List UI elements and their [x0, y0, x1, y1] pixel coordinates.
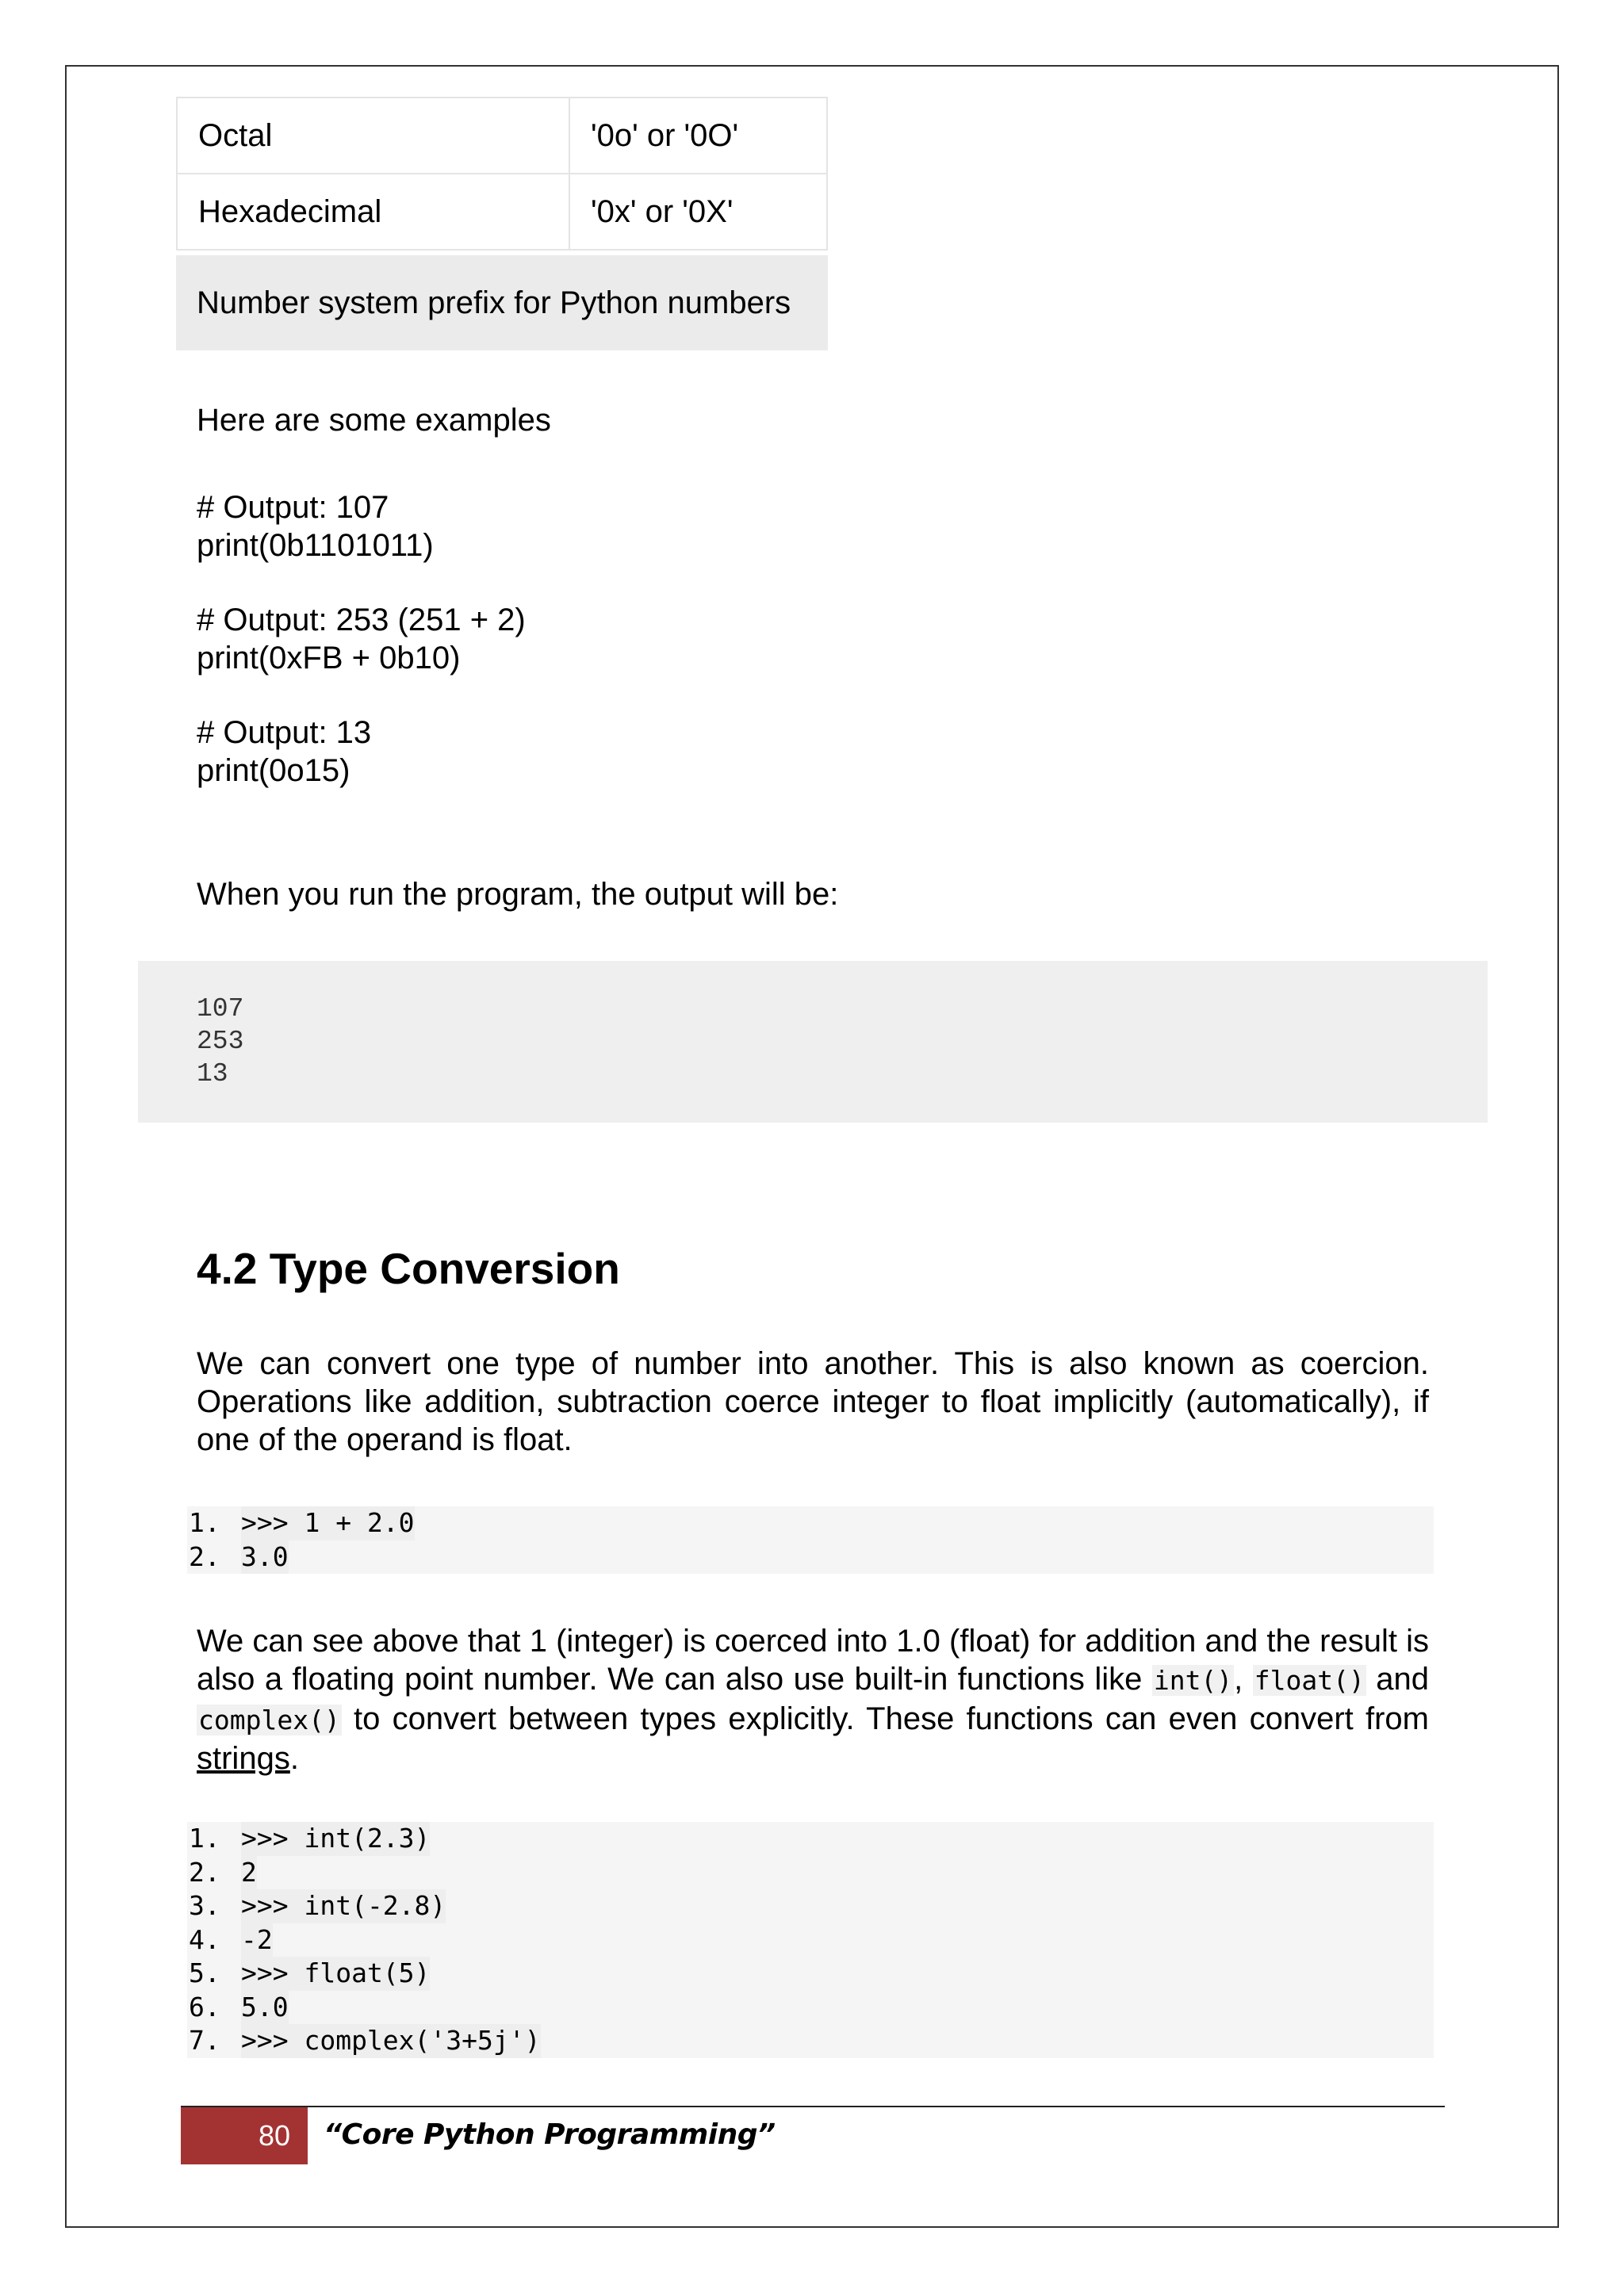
code-text: >>> int(2.3): [241, 1822, 430, 1856]
prefix-table: [176, 97, 828, 251]
code-text: 2: [241, 1856, 257, 1890]
code-text: -2: [241, 1923, 273, 1957]
table-cell-system: Octal: [177, 98, 569, 174]
line-number: 7.: [189, 2025, 220, 2056]
examples-intro: Here are some examples: [197, 403, 551, 438]
para-text: We can see above that 1 (integer) is coerced into 1.0 (float) for addition and the result is also a floating point number. We can also use built-in functions like: [197, 1624, 1429, 1697]
code-block-1: [187, 1506, 1434, 1574]
code-line: [187, 1991, 1434, 2025]
code-text: >>> float(5): [241, 1957, 430, 1991]
code-line: [187, 1889, 1434, 1923]
table-cell-system: Hexadecimal: [177, 174, 569, 250]
table-row: [177, 98, 827, 174]
code-block-2: [187, 1822, 1434, 2058]
code-line: [187, 1856, 1434, 1890]
example-code: print(0xFB + 0b10): [197, 641, 461, 675]
example-code: print(0o15): [197, 753, 350, 788]
code-text: >>> complex('3+5j'): [241, 2024, 541, 2058]
example-comment: # Output: 253 (251 + 2): [197, 603, 526, 637]
para-text: and: [1365, 1662, 1429, 1697]
paragraph-coercion: We can convert one type of number into another. This is also known as coercion. Operations like addition, subtraction coerce integer to float implicitly (automatically), if one of the operand is float.: [197, 1346, 1429, 1457]
inline-code: float(): [1254, 1665, 1365, 1696]
table-cell-prefix: '0x' or '0X': [569, 174, 827, 250]
example-comment: # Output: 107: [197, 490, 389, 525]
code-line: [187, 2024, 1434, 2058]
example-comment: # Output: 13: [197, 715, 372, 750]
example-block: [197, 714, 371, 790]
output-line: 107: [197, 994, 244, 1024]
line-number: 6.: [189, 1991, 220, 2022]
inline-code: int(): [1153, 1665, 1233, 1696]
page-number: 80: [181, 2107, 308, 2164]
example-block: [197, 601, 526, 677]
line-number: 3.: [189, 1890, 220, 1921]
code-text: >>> int(-2.8): [241, 1889, 446, 1923]
para-text: ,: [1234, 1662, 1253, 1697]
line-number: 1.: [189, 1823, 220, 1854]
table-caption: Number system prefix for Python numbers: [176, 255, 828, 350]
code-line: [187, 1957, 1434, 1991]
paragraph-explicit: [197, 1622, 1429, 1777]
code-line: [187, 1540, 1434, 1575]
example-block: [197, 488, 434, 564]
inline-code: complex(): [198, 1705, 340, 1735]
code-line: [187, 1506, 1434, 1540]
line-number: 2.: [189, 1856, 220, 1888]
line-number: 5.: [189, 1957, 220, 1988]
code-line: [187, 1822, 1434, 1856]
run-text: When you run the program, the output will be:: [197, 877, 839, 912]
code-line: [187, 1923, 1434, 1957]
section-heading: 4.2 Type Conversion: [197, 1244, 620, 1293]
line-number: 4.: [189, 1923, 220, 1955]
line-number: 1.: [189, 1507, 220, 1538]
table-row: [177, 174, 827, 250]
output-line: 13: [197, 1059, 228, 1089]
footer-rule: [181, 2106, 1445, 2107]
para-text: to convert between types explicitly. These functions can even convert from: [341, 1701, 1429, 1736]
code-text: 3.0: [241, 1540, 289, 1575]
strings-link[interactable]: strings: [197, 1741, 290, 1776]
line-number: 2.: [189, 1540, 220, 1572]
para-text: .: [289, 1741, 299, 1776]
example-code: print(0b1101011): [197, 528, 434, 563]
table-cell-prefix: '0o' or '0O': [569, 98, 827, 174]
code-text: >>> 1 + 2.0: [241, 1506, 415, 1540]
output-lines: [197, 993, 243, 1090]
book-title: “Core Python Programming”: [324, 2118, 776, 2151]
output-line: 253: [197, 1027, 244, 1056]
code-text: 5.0: [241, 1991, 289, 2025]
output-box: [138, 961, 1488, 1123]
